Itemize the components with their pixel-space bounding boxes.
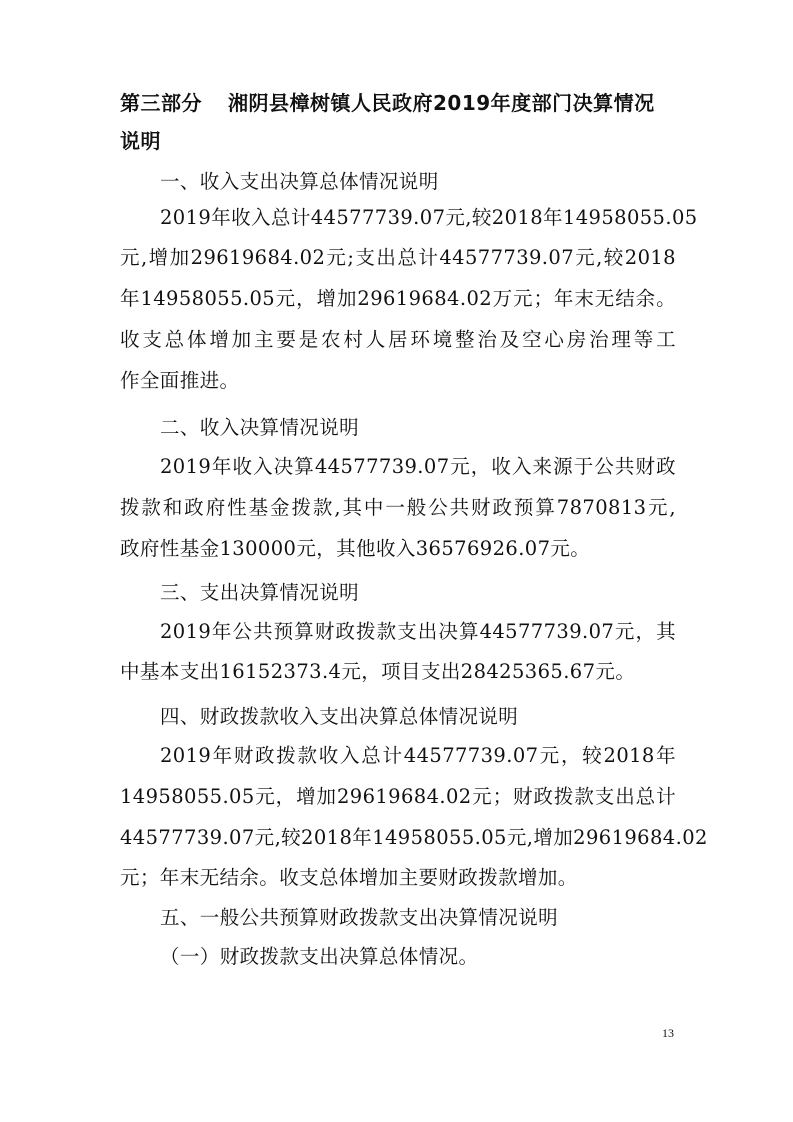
paragraph-line: 收支总体增加主要是农村人居环境整治及空心房治理等工	[120, 328, 676, 351]
section-heading-4: 四、财政拨款收入支出决算总体情况说明	[160, 705, 519, 728]
paragraph-line: 政府性基金130000元，其他收入36576926.07元。	[120, 537, 591, 560]
title-line2: 说明	[120, 129, 161, 153]
title-main: 湘阴县樟树镇人民政府2019年度部门决算情况	[228, 91, 655, 115]
title-part: 第三部分	[120, 91, 202, 115]
paragraph-line: 年14958055.05元，增加29619684.02万元；年末无结余。	[120, 287, 676, 310]
subsection-heading: （一）财政拨款支出决算总体情况。	[160, 945, 479, 968]
paragraph-line: 元,增加29619684.02元;支出总计44577739.07元,较2018	[120, 246, 676, 269]
paragraph-line: 2019年公共预算财政拨款支出决算44577739.07元，其	[160, 620, 676, 643]
paragraph-line: 拨款和政府性基金拨款,其中一般公共财政预算7870813元,	[120, 496, 676, 519]
paragraph-line: 作全面推进。	[120, 369, 240, 392]
page-title	[120, 84, 680, 160]
paragraph-line: 2019年财政拨款收入总计44577739.07元，较2018年	[160, 744, 676, 767]
paragraph-line: 2019年收入总计44577739.07元,较2018年14958055.05	[160, 206, 698, 229]
paragraph-line: 14958055.05元，增加29619684.02元；财政拨款支出总计	[120, 785, 676, 808]
section-heading-2: 二、收入决算情况说明	[160, 416, 360, 439]
paragraph-line: 元；年末无结余。收支总体增加主要财政拨款增加。	[120, 866, 578, 889]
section-heading-1: 一、收入支出决算总体情况说明	[160, 170, 439, 193]
paragraph-line: 44577739.07元,较2018年14958055.05元,增加29619684.02	[120, 826, 708, 849]
paragraph-line: 中基本支出16152373.4元，项目支出28425365.67元。	[120, 660, 636, 683]
section-heading-5: 五、一般公共预算财政拨款支出决算情况说明	[160, 906, 559, 929]
paragraph-line: 2019年收入决算44577739.07元，收入来源于公共财政	[160, 455, 676, 478]
section-heading-3: 三、支出决算情况说明	[160, 581, 360, 604]
page-number: 13	[662, 1026, 674, 1040]
